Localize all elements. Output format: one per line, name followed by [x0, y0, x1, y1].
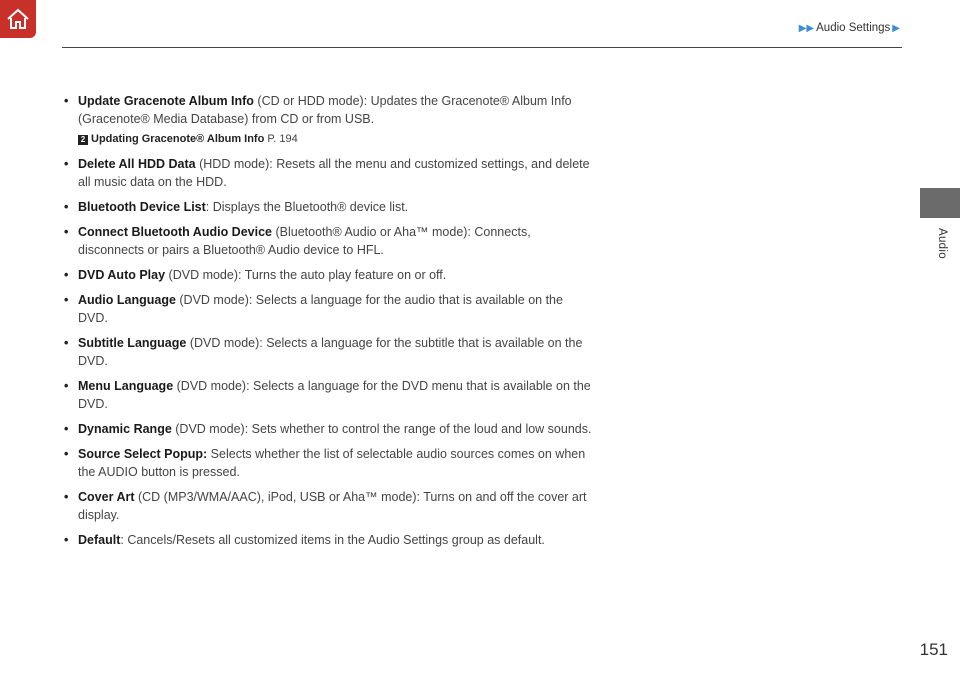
item-text: (CD or HDD mode): Updates the Gracenote® Album Info (Gracenote® Media Database) from CD or from USB.: [78, 94, 572, 126]
bullet: •: [64, 336, 69, 350]
item-title: Connect Bluetooth Audio Device: [78, 225, 272, 239]
item-text: (DVD mode): Selects a language for the audio that is available on the DVD.: [78, 293, 563, 325]
bullet: •: [64, 379, 69, 393]
item-title: Dynamic Range: [78, 422, 172, 436]
item-title: Subtitle Language: [78, 336, 187, 350]
play-arrow-icon: ▶▶: [798, 22, 815, 34]
play-arrow-icon: ▶: [892, 22, 900, 34]
bullet: •: [64, 490, 69, 504]
item-text: (DVD mode): Selects a language for the DVD menu that is available on the DVD.: [78, 379, 591, 411]
cross-reference[interactable]: [78, 130, 592, 148]
item-text: (DVD mode): Turns the auto play feature on or off.: [165, 268, 447, 282]
item-title: Audio Language: [78, 293, 176, 307]
item-title: Source Select Popup:: [78, 447, 208, 461]
bullet: •: [64, 157, 69, 171]
section-tab[interactable]: [920, 188, 960, 218]
item-title: Default: [78, 533, 121, 547]
item-text: : Cancels/Resets all customized items in the Audio Settings group as default.: [120, 533, 545, 547]
item-text: (CD (MP3/WMA/AAC), iPod, USB or Aha™ mode): Turns on and off the cover art display.: [78, 490, 587, 522]
bullet: •: [64, 533, 69, 547]
list-item: [62, 198, 592, 216]
item-text: : Displays the Bluetooth® device list.: [205, 200, 409, 214]
bullet: •: [64, 200, 69, 214]
bullet: •: [64, 447, 69, 461]
list-item: [62, 488, 592, 524]
xref-page[interactable]: P. 194: [267, 133, 298, 145]
item-title: Delete All HDD Data: [78, 157, 196, 171]
item-text: (HDD mode): Resets all the menu and customized settings, and delete all music data on the HDD.: [78, 157, 590, 189]
section-label: Audio: [936, 228, 948, 259]
breadcrumb[interactable]: [799, 22, 900, 34]
home-button[interactable]: [0, 0, 36, 38]
bullet: •: [64, 225, 69, 239]
list-item: [62, 155, 592, 191]
list-item: [62, 334, 592, 370]
item-title: Menu Language: [78, 379, 174, 393]
list-item: [62, 92, 592, 148]
bullet: •: [64, 293, 69, 307]
reference-arrow-icon: 2: [78, 135, 88, 145]
bullet: •: [64, 422, 69, 436]
item-title: DVD Auto Play: [78, 268, 166, 282]
bullet: •: [64, 94, 69, 108]
xref-label[interactable]: Updating Gracenote® Album Info: [91, 133, 265, 145]
item-text: (DVD mode): Selects a language for the subtitle that is available on the DVD.: [78, 336, 583, 368]
list-item: [62, 377, 592, 413]
list-item: [62, 445, 592, 481]
home-icon: [6, 8, 30, 30]
header-divider: [62, 47, 902, 48]
breadcrumb-label: Audio Settings: [816, 22, 891, 34]
list-item: [62, 531, 592, 549]
list-item: [62, 266, 592, 284]
item-title: Cover Art: [78, 490, 135, 504]
list-item: [62, 223, 592, 259]
item-text: (Bluetooth® Audio or Aha™ mode): Connects, disconnects or pairs a Bluetooth® Audio device to HFL.: [78, 225, 531, 257]
bullet: •: [64, 268, 69, 282]
item-text: Selects whether the list of selectable audio sources comes on when the AUDIO button is pressed.: [78, 447, 586, 479]
list-item: [62, 420, 592, 438]
item-title: Update Gracenote Album Info: [78, 94, 254, 108]
list-item: [62, 291, 592, 327]
page-number: 151: [919, 640, 948, 659]
settings-list: [62, 92, 592, 556]
item-text: (DVD mode): Sets whether to control the range of the loud and low sounds.: [171, 422, 592, 436]
item-title: Bluetooth Device List: [78, 200, 206, 214]
